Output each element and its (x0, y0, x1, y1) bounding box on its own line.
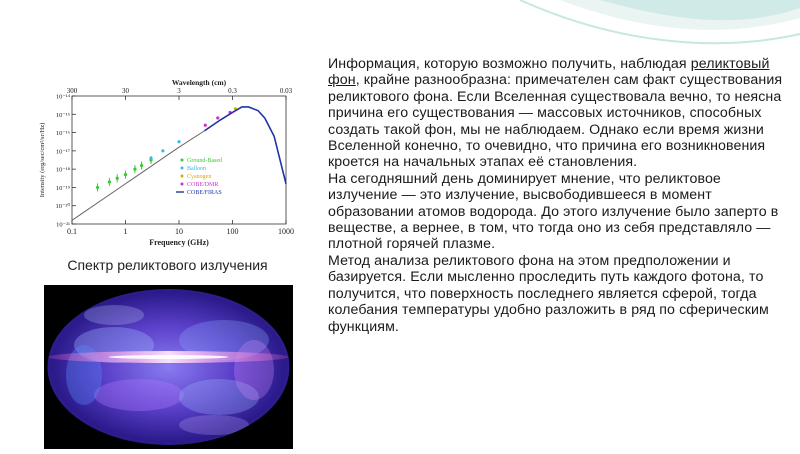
x-tick-label: 100 (226, 227, 239, 236)
x-axis-label: Frequency (GHz) (149, 238, 209, 247)
chart-svg (34, 78, 298, 250)
data-point-balloon (149, 157, 152, 160)
paragraph-1-text-b: , крайне разнообразна: примечателен сам факт существования реликтового фона. Если Вселенная существовала вечно, то неясна причина его существования — массовых источников, способных создать такой фон, мы не наблюдаем. Однако если время жизни Вселенной конечно, то очевидно, что причина его возникновения кроется на начальных этапах её становления. (328, 72, 783, 171)
y-tick-label: 10⁻¹⁶ (55, 130, 70, 138)
top-tick-label: 30 (122, 87, 129, 95)
legend-label: Ground-Based (187, 158, 222, 164)
paragraph-2-text: На сегодняшний день доминирует мнение, что реликтовое излучение — это излучение, высвободившееся в момент образовании атомов водорода. До этого излучение было заперто в веществе, а вернее, в том, что тогда оно из себя представляло — плотной горячей плазме. (328, 170, 779, 253)
legend-label: COBE/FIRAS (187, 190, 222, 196)
top-tick-label: 300 (66, 87, 78, 95)
data-point-balloon (161, 149, 164, 152)
top-tick-label: 0.03 (279, 87, 293, 95)
y-tick-label: 10⁻¹⁴ (55, 93, 70, 101)
x-tick-label: 1000 (278, 227, 294, 236)
paragraph-3 (328, 253, 790, 335)
paragraph-1-text-a: Информация, которую возможно получить, наблюдая (328, 56, 691, 72)
relic-background-link[interactable]: реликтовый фон (328, 56, 770, 89)
cmb-spectrum-chart (34, 78, 298, 250)
paragraph-1 (328, 56, 790, 171)
plot-frame (72, 96, 286, 224)
y-tick-label: 10⁻¹⁵ (55, 111, 70, 119)
y-tick-label: 10⁻²⁰ (55, 203, 70, 211)
y-tick-label: 10⁻¹⁷ (55, 148, 70, 156)
x-tick-label: 10 (175, 227, 183, 236)
legend-label: COBE/DMR (187, 182, 219, 188)
cmb-sky-map-image (44, 285, 293, 449)
top-axis-label: Wavelength (cm) (171, 78, 227, 87)
legend-swatch (181, 175, 184, 178)
data-point-cobe-dmr (216, 116, 219, 119)
data-point-balloon (177, 140, 180, 143)
legend-swatch (181, 159, 184, 162)
legend-swatch (181, 183, 184, 186)
legend-label: Balloon (187, 166, 206, 172)
data-point-cobe-dmr (204, 124, 207, 127)
paragraph-3-text: Метод анализа реликтового фона на этом предположении и базируется. Если мысленно проследить путь каждого фотона, то получится, что поверхность последнего является сферой, тогда колебания температуры удобно разложить в ряд по сферическим функциям. (328, 252, 769, 335)
y-tick-label: 10⁻¹⁹ (55, 184, 70, 192)
y-axis-label: Intensity (erg/sec/cm²/sr/Hz) (39, 122, 46, 198)
top-tick-label: 0.3 (228, 87, 237, 95)
main-text (328, 56, 790, 335)
legend-swatch (181, 167, 184, 170)
x-tick-label: 1 (123, 227, 128, 236)
x-tick-label: 0.1 (67, 227, 77, 236)
y-tick-label: 10⁻¹⁸ (55, 166, 70, 174)
legend-label: Cyanogen (187, 174, 212, 180)
y-tick-label: 10⁻²¹ (56, 221, 70, 229)
chart-caption: Спектр реликтового излучения (67, 257, 268, 273)
paragraph-2 (328, 171, 790, 253)
top-tick-label: 3 (177, 87, 181, 95)
